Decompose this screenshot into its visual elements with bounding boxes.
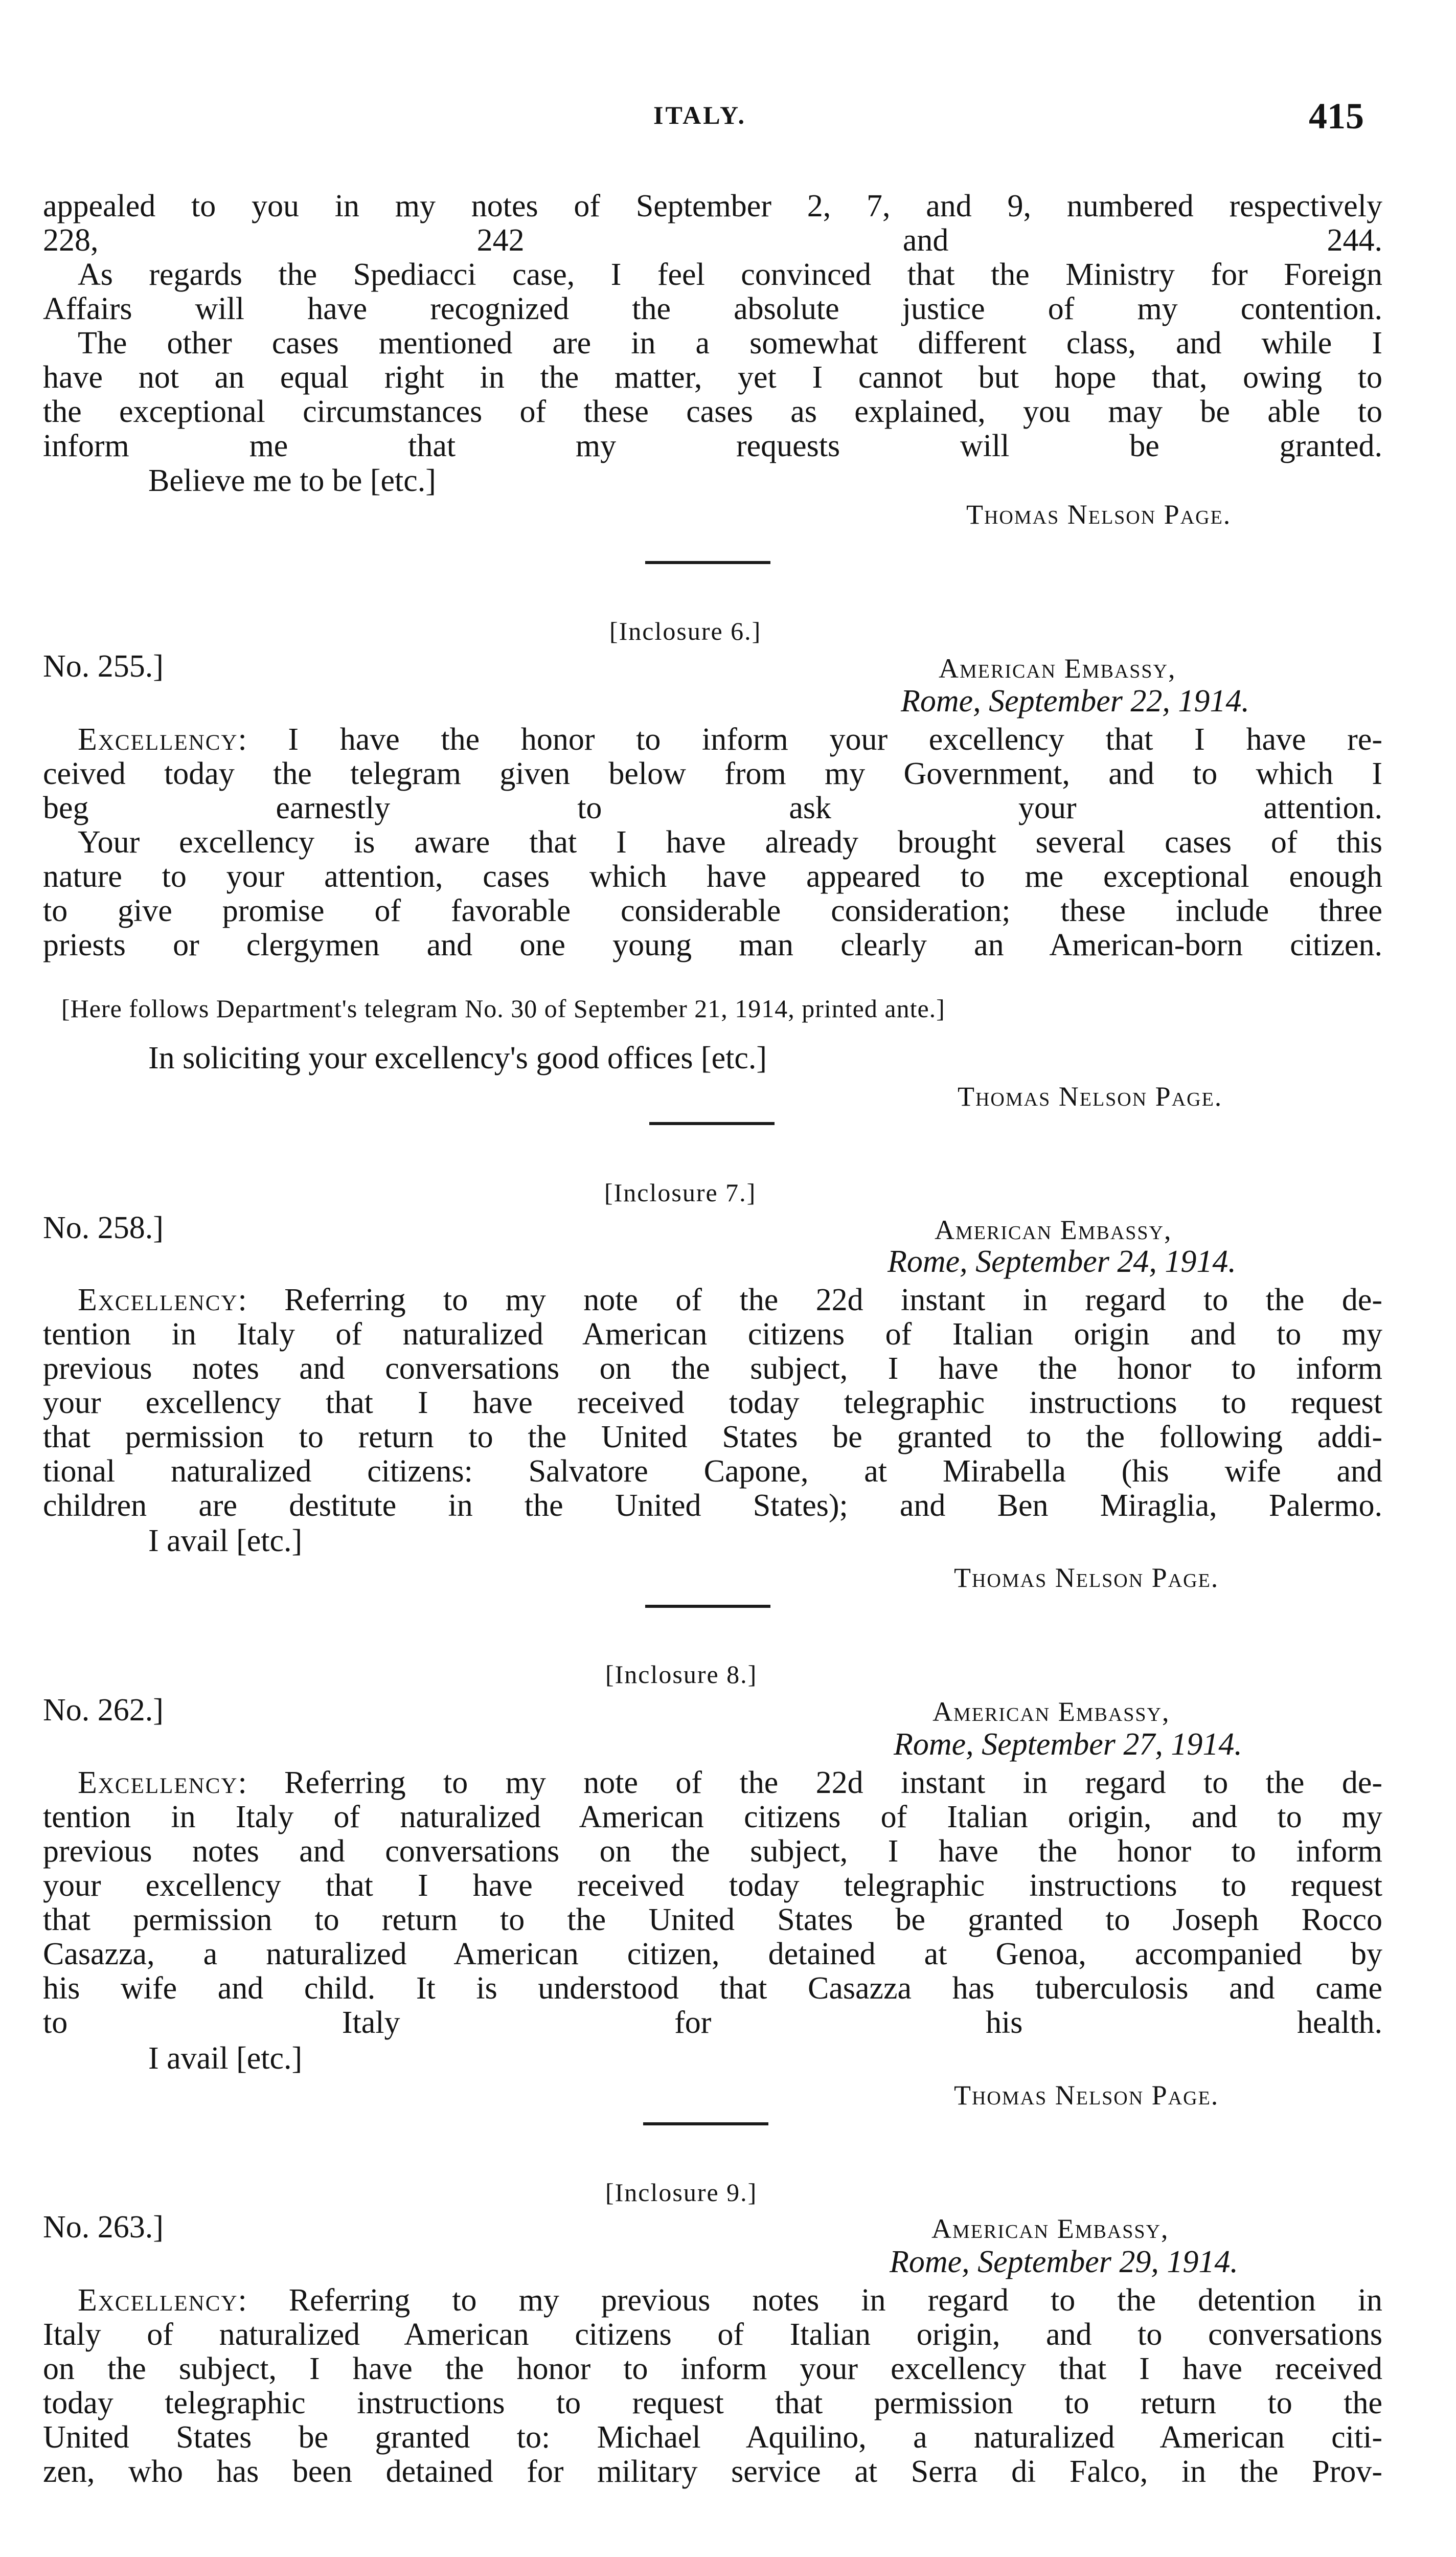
closing-line: I avail [etc.] — [148, 2041, 303, 2076]
line: to give promise of favorable considerable consideration; these include three — [43, 893, 1382, 928]
note-number: No. 258.] — [43, 1210, 164, 1245]
section-divider — [645, 561, 770, 564]
line: zen, who has been detained for military service at Serra di Falco, in the Prov- — [43, 2454, 1382, 2489]
signature: Thomas Nelson Page. — [958, 1081, 1223, 1112]
line: that permission to return to the United States be granted to the following addi- — [43, 1420, 1382, 1454]
paragraph — [43, 825, 1382, 962]
closing-line: In soliciting your excellency's good offices [etc.] — [148, 1041, 767, 1075]
line: children are destitute in the United States); and Ben Miraglia, Palermo. — [43, 1488, 1382, 1523]
paragraph — [43, 258, 1382, 326]
line: Italy of naturalized American citizens of Italian origin, and to conversations — [43, 2317, 1382, 2352]
salutation: Excellency — [78, 1765, 238, 1800]
editorial-note: [Here follows Department's telegram No. 30 of September 21, 1914, printed ante.] — [61, 994, 945, 1023]
salutation: Excellency — [78, 2283, 238, 2318]
line: Casazza, a naturalized American citizen, detained at Genoa, accompanied by — [43, 1937, 1382, 1971]
line: Affairs will have recognized the absolute justice of my contention. — [43, 291, 1382, 326]
line: : Referring to my note of the 22d instant in regard to the de- — [238, 1283, 1382, 1317]
line: Your excellency is aware that I have already brought several cases of this — [78, 825, 1382, 860]
letter-date: Rome, September 29, 1914. — [890, 2245, 1238, 2279]
line: tention in Italy of naturalized American citizens of Italian origin and to my — [43, 1317, 1382, 1352]
paragraph — [43, 2283, 1382, 2489]
line: tional naturalized citizens: Salvatore Capone, at Mirabella (his wife and — [43, 1454, 1382, 1489]
line: previous notes and conversations on the subject, I have the honor to inform — [43, 1351, 1382, 1386]
line: to Italy for his health. — [43, 2005, 1382, 2040]
note-number: No. 262.] — [43, 1693, 164, 1728]
section-divider — [643, 2122, 768, 2125]
line: As regards the Spediacci case, I feel convinced that the Ministry for Foreign — [78, 257, 1382, 292]
line: the exceptional circumstances of these cases as explained, you may be able to — [43, 394, 1382, 429]
paragraph — [43, 1283, 1382, 1523]
line: priests or clergymen and one young man clearly an American-born citizen. — [43, 928, 1382, 962]
line: nature to your attention, cases which have appeared to me exceptional enough — [43, 859, 1382, 894]
inclosure-label: [Inclosure 9.] — [605, 2178, 758, 2207]
inclosure-label: [Inclosure 6.] — [609, 617, 762, 645]
line: have not an equal right in the matter, yet I cannot but hope that, owing to — [43, 360, 1382, 395]
line: today telegraphic instructions to request that permission to return to the — [43, 2386, 1382, 2420]
embassy-heading: American Embassy, — [939, 653, 1176, 684]
note-number: No. 255.] — [43, 649, 164, 684]
intro-body — [43, 189, 1382, 463]
salutation: Excellency — [78, 1283, 238, 1317]
signature: Thomas Nelson Page. — [954, 1562, 1219, 1593]
line: : Referring to my note of the 22d instant in regard to the de- — [238, 1765, 1382, 1800]
note-number: No. 263.] — [43, 2210, 164, 2245]
line: his wife and child. It is understood that Casazza has tuberculosis and came — [43, 1971, 1382, 2006]
embassy-heading: American Embassy, — [935, 1215, 1172, 1245]
line: The other cases mentioned are in a somewhat different class, and while I — [78, 326, 1382, 361]
closing-line: I avail [etc.] — [148, 1523, 303, 1558]
section-divider — [645, 1605, 770, 1608]
line: tention in Italy of naturalized American citizens of Italian origin, and to my — [43, 1800, 1382, 1834]
letter-body — [43, 723, 1382, 962]
paragraph — [43, 1766, 1382, 2040]
paragraph — [43, 723, 1382, 825]
line: : I have the honor to inform your excellency that I have re- — [238, 722, 1382, 757]
line: ceived today the telegram given below from my Government, and to which I — [43, 756, 1382, 791]
embassy-heading: American Embassy, — [931, 2213, 1169, 2244]
line: appealed to you in my notes of September 2, 7, and 9, numbered respectively — [43, 189, 1382, 223]
line: on the subject, I have the honor to inform your excellency that I have received — [43, 2351, 1382, 2386]
signature: Thomas Nelson Page. — [966, 499, 1232, 530]
paragraph — [43, 189, 1382, 258]
line: beg earnestly to ask your attention. — [43, 791, 1382, 825]
letter-body — [43, 2283, 1382, 2489]
line: your excellency that I have received today telegraphic instructions to request — [43, 1385, 1382, 1420]
letter-body — [43, 1766, 1382, 2040]
embassy-heading: American Embassy, — [932, 1696, 1170, 1727]
signature: Thomas Nelson Page. — [954, 2080, 1219, 2111]
inclosure-label: [Inclosure 7.] — [604, 1178, 757, 1207]
inclosure-label: [Inclosure 8.] — [605, 1660, 758, 1689]
line: 228, 242 and 244. — [43, 223, 1382, 258]
letter-date: Rome, September 27, 1914. — [894, 1727, 1242, 1762]
page-number: 415 — [1309, 96, 1364, 137]
letter-date: Rome, September 24, 1914. — [888, 1244, 1236, 1279]
letter-body — [43, 1283, 1382, 1523]
line: inform me that my requests will be granted. — [43, 429, 1382, 463]
line: previous notes and conversations on the subject, I have the honor to inform — [43, 1834, 1382, 1869]
line: your excellency that I have received today telegraphic instructions to request — [43, 1868, 1382, 1903]
paragraph — [43, 326, 1382, 463]
line: : Referring to my previous notes in regard to the detention in — [238, 2283, 1382, 2318]
letter-date: Rome, September 22, 1914. — [901, 684, 1249, 719]
salutation: Excellency — [78, 722, 238, 757]
section-divider — [649, 1122, 775, 1125]
line: United States be granted to: Michael Aquilino, a naturalized American citi- — [43, 2420, 1382, 2455]
closing-line: Believe me to be [etc.] — [148, 463, 436, 498]
running-header-title: ITALY. — [653, 101, 746, 129]
line: that permission to return to the United States be granted to Joseph Rocco — [43, 1902, 1382, 1937]
